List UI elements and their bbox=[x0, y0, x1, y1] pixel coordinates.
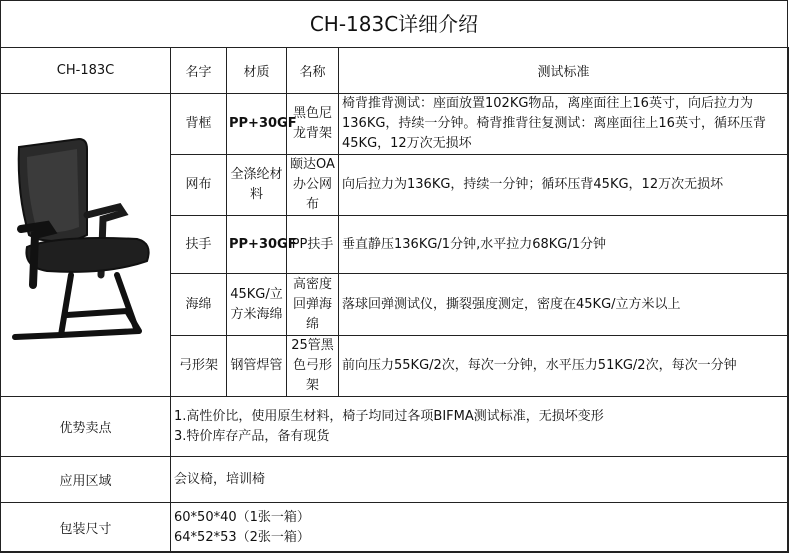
title-column-header: 名称 bbox=[287, 48, 339, 94]
advantage-line: 1.高性价比，使用原生材料，椅子均同过各项BIFMA测试标准，无损坏变形 bbox=[174, 408, 604, 424]
advantages-value bbox=[171, 397, 789, 457]
table-row bbox=[1, 94, 789, 155]
model-header: CH-183C bbox=[1, 48, 171, 94]
usage-row bbox=[1, 457, 789, 503]
advantages-label: 优势卖点 bbox=[1, 397, 171, 457]
usage-value: 会议椅，培训椅 bbox=[171, 457, 789, 503]
part-name: 网布 bbox=[171, 155, 227, 216]
packing-row bbox=[1, 503, 789, 553]
spec-table bbox=[0, 47, 789, 553]
office-chair-image bbox=[1, 95, 170, 395]
chair-image-cell bbox=[1, 94, 171, 397]
packing-value bbox=[171, 503, 789, 553]
name-column-header: 名字 bbox=[171, 48, 227, 94]
part-name: 海绵 bbox=[171, 274, 227, 336]
standard-column-header: 测试标准 bbox=[339, 48, 789, 94]
packing-line: 64*52*53（2张一箱） bbox=[174, 529, 310, 545]
advantage-line: 3.特价库存产品，备有现货 bbox=[174, 428, 330, 444]
header-row bbox=[1, 48, 789, 94]
usage-label: 应用区域 bbox=[1, 457, 171, 503]
part-standard: 垂直静压136KG/1分钟,水平拉力68KG/1分钟 bbox=[339, 216, 789, 274]
part-title: 黑色尼龙背架 bbox=[287, 94, 339, 155]
part-standard: 前向压力55KG/2次，每次一分钟，水平压力51KG/2次，每次一分钟 bbox=[339, 336, 789, 397]
part-title: 25管黑色弓形架 bbox=[287, 336, 339, 397]
part-material: 45KG/立方米海绵 bbox=[227, 274, 287, 336]
part-name: 背框 bbox=[171, 94, 227, 155]
part-material: 全涤纶材料 bbox=[227, 155, 287, 216]
part-name: 扶手 bbox=[171, 216, 227, 274]
packing-line: 60*50*40（1张一箱） bbox=[174, 509, 310, 525]
part-name: 弓形架 bbox=[171, 336, 227, 397]
advantages-row bbox=[1, 397, 789, 457]
part-title: 高密度回弹海绵 bbox=[287, 274, 339, 336]
part-standard: 椅背推背测试：座面放置102KG物品，离座面往上16英寸，向后拉力为136KG，持续一分钟。椅背推背往复测试：离座面往上16英寸，循环压背45KG，12万次无损坏 bbox=[339, 94, 789, 155]
part-title: 颐达OA办公网布 bbox=[287, 155, 339, 216]
page-title: CH-183C详细介绍 bbox=[1, 1, 787, 48]
part-material: PP+30GF bbox=[227, 216, 287, 274]
part-standard: 向后拉力为136KG，持续一分钟；循环压背45KG，12万次无损坏 bbox=[339, 155, 789, 216]
packing-label: 包装尺寸 bbox=[1, 503, 171, 553]
material-column-header: 材质 bbox=[227, 48, 287, 94]
part-standard: 落球回弹测试仪，撕裂强度测定，密度在45KG/立方米以上 bbox=[339, 274, 789, 336]
part-title: PP扶手 bbox=[287, 216, 339, 274]
office-chair-icon bbox=[7, 135, 157, 355]
part-material: 钢管焊管 bbox=[227, 336, 287, 397]
part-material: PP+30GF bbox=[227, 94, 287, 155]
